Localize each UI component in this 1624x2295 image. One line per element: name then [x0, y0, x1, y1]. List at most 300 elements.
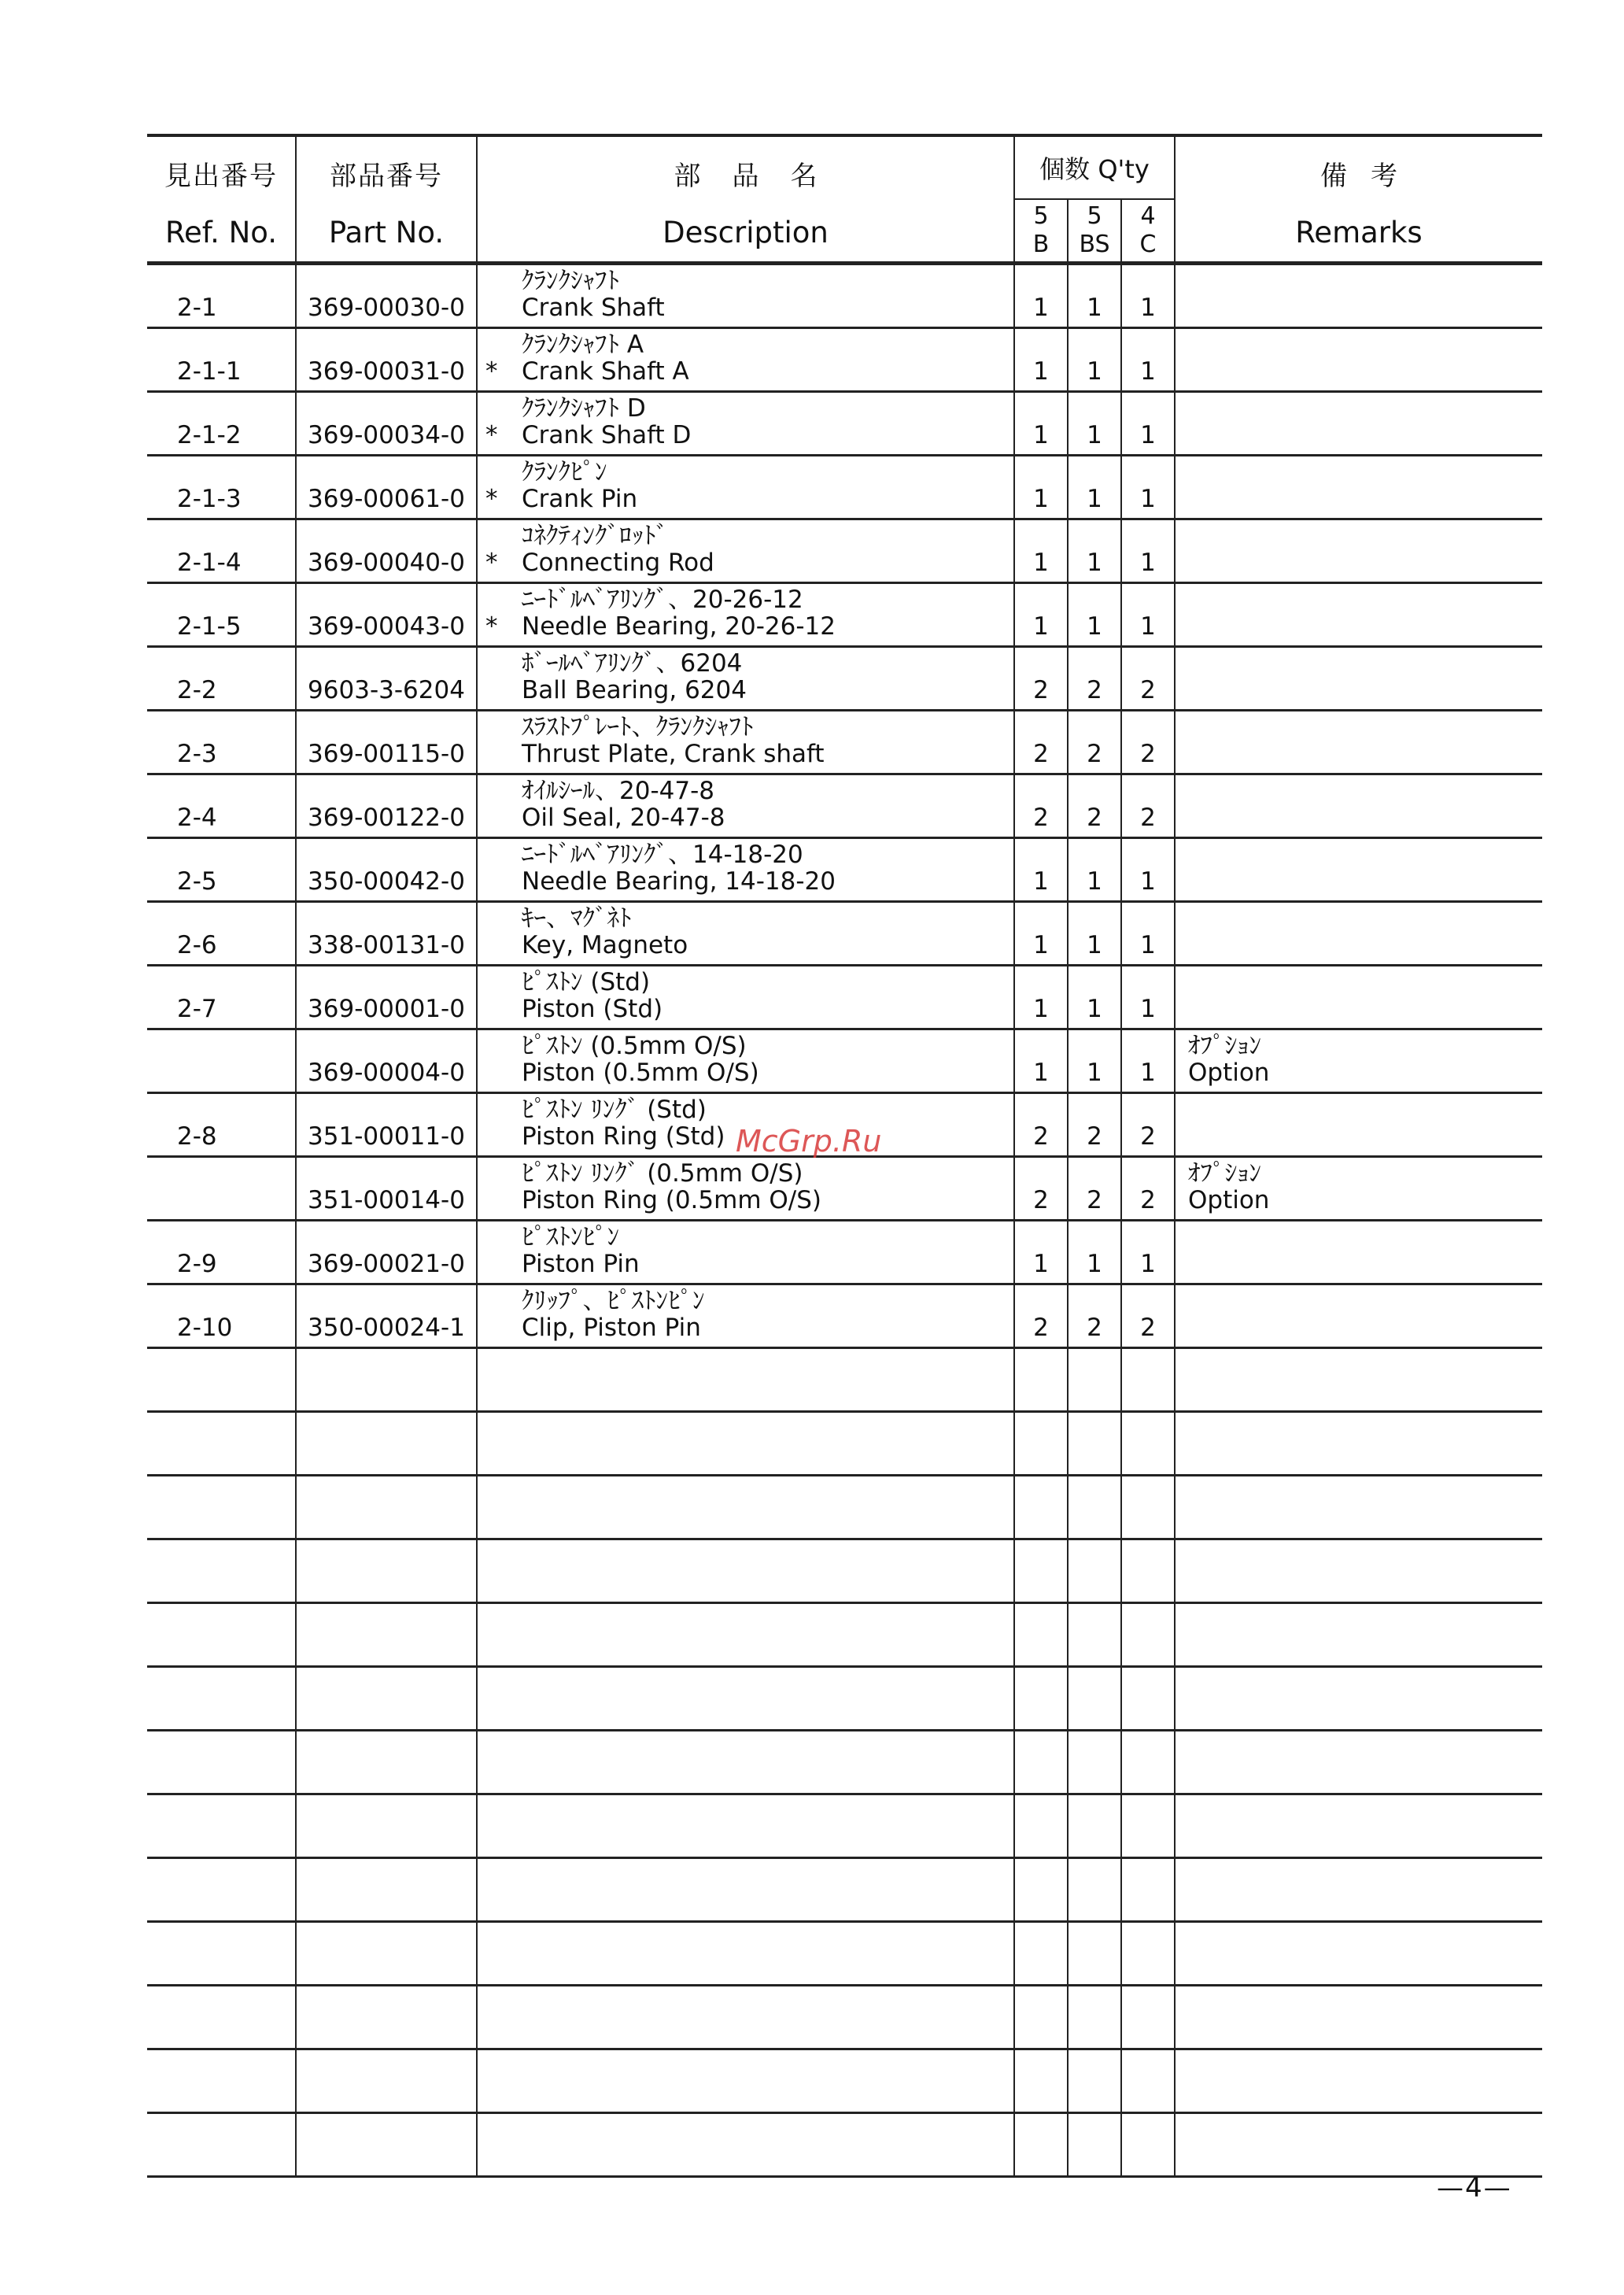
- qty-cell: [1121, 1029, 1175, 1093]
- asterisk-mark: *: [485, 421, 498, 449]
- empty-cell: [296, 1731, 477, 1794]
- qty-value: 1: [1033, 1059, 1049, 1087]
- qty-cell: [1121, 902, 1175, 966]
- description-en: Needle Bearing, 14-18-20: [522, 867, 836, 896]
- description-jp: ﾋﾟｽﾄﾝ ﾘﾝｸﾞ (0.5mm O/S): [522, 1159, 803, 1188]
- description-en: Piston Ring (Std): [522, 1122, 725, 1151]
- qty-value: 2: [1140, 804, 1156, 832]
- qty-value: 2: [1087, 1314, 1102, 1342]
- qty-value: 1: [1087, 549, 1102, 577]
- qty-value: 2: [1033, 1186, 1049, 1214]
- description-en: Piston (Std): [522, 995, 663, 1023]
- ref-number: 2-2: [177, 676, 217, 704]
- qty-cell: [1014, 1284, 1068, 1348]
- empty-cell: [1068, 1922, 1121, 1986]
- qty-value: 2: [1087, 676, 1102, 704]
- empty-table-row: [147, 1794, 1542, 1858]
- table-row: [147, 711, 1542, 774]
- remarks-cell: [1175, 647, 1542, 711]
- table-row: [147, 1029, 1542, 1093]
- part-number: 369-00122-0: [308, 804, 465, 832]
- empty-cell: [1175, 1348, 1542, 1412]
- ref-number: 2-10: [177, 1314, 233, 1342]
- empty-cell: [1068, 1476, 1121, 1539]
- ref-cell: [147, 1093, 296, 1157]
- watermark: McGrp.Ru: [736, 1124, 882, 1159]
- qty-value: 1: [1087, 612, 1102, 641]
- empty-cell: [1121, 2113, 1175, 2177]
- description-en: Thrust Plate, Crank shaft: [522, 740, 825, 768]
- empty-cell: [1068, 2113, 1121, 2177]
- part-number: 369-00001-0: [308, 995, 465, 1023]
- qty-cell: [1121, 328, 1175, 392]
- qty-cell: [1014, 1157, 1068, 1221]
- part-number: 369-00031-0: [308, 357, 465, 386]
- empty-cell: [1175, 1539, 1542, 1603]
- ref-cell: [147, 647, 296, 711]
- qty-cell: [1014, 902, 1068, 966]
- qty-value: 2: [1140, 740, 1156, 768]
- empty-cell: [1014, 1539, 1068, 1603]
- qty-value: 2: [1033, 676, 1049, 704]
- header-rem-jp: 備考: [1320, 161, 1421, 192]
- empty-table-row: [147, 1922, 1542, 1986]
- empty-cell: [1068, 2049, 1121, 2113]
- asterisk-mark: *: [485, 612, 498, 641]
- description-jp: ﾆｰﾄﾞﾙﾍﾞｱﾘﾝｸﾞ、20-26-12: [522, 586, 803, 614]
- empty-cell: [296, 1539, 477, 1603]
- qty-cell: [1014, 1029, 1068, 1093]
- description-en: Crank Shaft D: [522, 421, 692, 449]
- description-en: Piston (0.5mm O/S): [522, 1059, 759, 1087]
- qty-value: 2: [1087, 804, 1102, 832]
- part-cell: [296, 456, 477, 519]
- header-qty-4c: [1121, 199, 1175, 264]
- qty-value: 1: [1087, 931, 1102, 959]
- qty-value: 1: [1087, 294, 1102, 322]
- header-ref-jp: 見出番号: [164, 161, 278, 192]
- table-row: [147, 966, 1542, 1029]
- qty-value: 1: [1140, 294, 1156, 322]
- table-row: [147, 264, 1542, 328]
- ref-cell: [147, 392, 296, 456]
- qty-cell: [1014, 838, 1068, 902]
- empty-cell: [1121, 1731, 1175, 1794]
- part-cell: [296, 264, 477, 328]
- asterisk-mark: *: [485, 549, 498, 577]
- qty-value: 1: [1033, 867, 1049, 896]
- qty-value: 1: [1033, 421, 1049, 449]
- empty-table-row: [147, 1603, 1542, 1667]
- qty-col-label-line1: 5: [1087, 202, 1102, 230]
- ref-number: 2-8: [177, 1122, 217, 1151]
- qty-cell: [1014, 1221, 1068, 1284]
- description-jp: ｷｰ、ﾏｸﾞﾈﾄ: [522, 904, 632, 933]
- empty-cell: [1175, 1794, 1542, 1858]
- ref-cell: [147, 1221, 296, 1284]
- part-cell: [296, 838, 477, 902]
- remarks-cell: [1175, 519, 1542, 583]
- empty-cell: [1121, 1539, 1175, 1603]
- part-number: 9603-3-6204: [308, 676, 465, 704]
- remarks-cell: [1175, 456, 1542, 519]
- header-ref: [147, 135, 296, 264]
- empty-cell: [1068, 1986, 1121, 2049]
- qty-cell: [1121, 647, 1175, 711]
- part-cell: [296, 902, 477, 966]
- empty-cell: [1068, 1731, 1121, 1794]
- qty-cell: [1014, 583, 1068, 647]
- empty-cell: [147, 1412, 296, 1476]
- description-cell: [477, 902, 1014, 966]
- ref-cell: [147, 774, 296, 838]
- ref-number: 2-1-3: [177, 485, 242, 513]
- empty-table-row: [147, 1731, 1542, 1794]
- empty-cell: [147, 1922, 296, 1986]
- qty-value: 1: [1087, 1250, 1102, 1278]
- qty-cell: [1014, 711, 1068, 774]
- header-desc-en: Description: [663, 216, 829, 249]
- empty-cell: [1175, 1667, 1542, 1731]
- ref-number: 2-1: [177, 294, 217, 322]
- empty-cell: [1175, 1476, 1542, 1539]
- qty-value: 1: [1087, 357, 1102, 386]
- empty-cell: [477, 1858, 1014, 1922]
- table-body: [147, 264, 1542, 2177]
- empty-cell: [147, 1476, 296, 1539]
- empty-cell: [477, 1731, 1014, 1794]
- remarks-cell: [1175, 838, 1542, 902]
- qty-cell: [1121, 1157, 1175, 1221]
- description-cell: [477, 647, 1014, 711]
- remarks-cell: [1175, 966, 1542, 1029]
- empty-cell: [147, 1858, 296, 1922]
- description-en: Crank Pin: [522, 485, 638, 513]
- description-jp: ﾋﾟｽﾄﾝ (Std): [522, 968, 651, 996]
- description-jp: ｵｲﾙｼｰﾙ、20-47-8: [522, 777, 714, 805]
- qty-cell: [1121, 711, 1175, 774]
- description-en: Crank Shaft A: [522, 357, 689, 386]
- empty-cell: [296, 1412, 477, 1476]
- table-row: [147, 647, 1542, 711]
- table-row: [147, 583, 1542, 647]
- qty-value: 1: [1087, 867, 1102, 896]
- qty-col-label-line2: C: [1139, 231, 1157, 258]
- empty-cell: [1175, 1922, 1542, 1986]
- description-en: Piston Ring (0.5mm O/S): [522, 1186, 821, 1214]
- qty-value: 2: [1033, 804, 1049, 832]
- qty-value: 2: [1087, 740, 1102, 768]
- empty-cell: [147, 2113, 296, 2177]
- part-cell: [296, 328, 477, 392]
- qty-value: 2: [1033, 1314, 1049, 1342]
- qty-value: 2: [1140, 676, 1156, 704]
- table-header: [147, 135, 1542, 264]
- ref-cell: [147, 1284, 296, 1348]
- qty-value: 1: [1033, 357, 1049, 386]
- empty-cell: [1175, 2113, 1542, 2177]
- remarks-en: Option: [1188, 1059, 1270, 1087]
- ref-cell: [147, 1157, 296, 1221]
- empty-cell: [1068, 1667, 1121, 1731]
- description-cell: [477, 774, 1014, 838]
- empty-cell: [1014, 1858, 1068, 1922]
- qty-cell: [1014, 1093, 1068, 1157]
- qty-cell: [1121, 966, 1175, 1029]
- empty-cell: [147, 1794, 296, 1858]
- qty-value: 2: [1087, 1186, 1102, 1214]
- qty-cell: [1068, 264, 1121, 328]
- empty-cell: [477, 1986, 1014, 2049]
- description-jp: ｸﾘｯﾌﾟ、ﾋﾟｽﾄﾝﾋﾟﾝ: [522, 1287, 705, 1315]
- qty-value: 1: [1140, 549, 1156, 577]
- empty-cell: [1121, 2049, 1175, 2113]
- empty-table-row: [147, 2049, 1542, 2113]
- ref-number: 2-6: [177, 931, 217, 959]
- empty-cell: [1014, 1731, 1068, 1794]
- empty-cell: [147, 1731, 296, 1794]
- empty-cell: [1121, 1858, 1175, 1922]
- description-jp: ﾆｰﾄﾞﾙﾍﾞｱﾘﾝｸﾞ、14-18-20: [522, 841, 803, 869]
- ref-cell: [147, 583, 296, 647]
- header-part-en: Part No.: [328, 216, 445, 249]
- part-number: 369-00030-0: [308, 294, 465, 322]
- qty-value: 1: [1033, 485, 1049, 513]
- description-jp: ｺﾈｸﾃｨﾝｸﾞﾛｯﾄﾞ: [522, 522, 668, 550]
- empty-cell: [296, 1986, 477, 2049]
- empty-cell: [1121, 1794, 1175, 1858]
- qty-cell: [1121, 1221, 1175, 1284]
- empty-cell: [1068, 1348, 1121, 1412]
- qty-value: 2: [1140, 1122, 1156, 1151]
- description-en: Ball Bearing, 6204: [522, 676, 747, 704]
- header-desc-jp: 部品名: [674, 161, 849, 192]
- qty-value: 1: [1140, 995, 1156, 1023]
- remarks-cell: [1175, 1157, 1542, 1221]
- header-rem-en: Remarks: [1295, 216, 1423, 249]
- header-ref-en: Ref. No.: [164, 216, 278, 249]
- qty-cell: [1014, 392, 1068, 456]
- qty-cell: [1068, 1093, 1121, 1157]
- remarks-cell: [1175, 711, 1542, 774]
- qty-cell: [1014, 456, 1068, 519]
- description-cell: [477, 1221, 1014, 1284]
- ref-number: 2-7: [177, 995, 217, 1023]
- qty-cell: [1068, 902, 1121, 966]
- empty-cell: [296, 1794, 477, 1858]
- empty-cell: [477, 1922, 1014, 1986]
- remarks-cell: [1175, 1029, 1542, 1093]
- ref-cell: [147, 966, 296, 1029]
- ref-cell: [147, 711, 296, 774]
- empty-cell: [296, 1667, 477, 1731]
- empty-cell: [1121, 1986, 1175, 2049]
- empty-cell: [1014, 1348, 1068, 1412]
- remarks-cell: [1175, 1284, 1542, 1348]
- empty-table-row: [147, 1986, 1542, 2049]
- empty-cell: [1068, 1858, 1121, 1922]
- header-remarks: [1175, 135, 1542, 264]
- qty-col-label-line1: 5: [1033, 202, 1049, 230]
- description-cell: [477, 966, 1014, 1029]
- empty-cell: [1014, 1986, 1068, 2049]
- qty-cell: [1068, 774, 1121, 838]
- description-cell: [477, 1284, 1014, 1348]
- qty-col-label-line2: BS: [1079, 231, 1110, 258]
- empty-cell: [1014, 1922, 1068, 1986]
- empty-cell: [1121, 1412, 1175, 1476]
- empty-table-row: [147, 1348, 1542, 1412]
- empty-cell: [296, 2113, 477, 2177]
- ref-number: 2-1-5: [177, 612, 242, 641]
- description-cell: [477, 1157, 1014, 1221]
- empty-cell: [1121, 1667, 1175, 1731]
- qty-cell: [1068, 647, 1121, 711]
- part-number: 369-00021-0: [308, 1250, 465, 1278]
- empty-cell: [1068, 1603, 1121, 1667]
- description-jp: ｸﾗﾝｸｼｬﾌﾄ: [522, 267, 619, 295]
- remarks-cell: [1175, 774, 1542, 838]
- qty-cell: [1121, 392, 1175, 456]
- table-row: [147, 1157, 1542, 1221]
- empty-cell: [1014, 1476, 1068, 1539]
- qty-cell: [1068, 966, 1121, 1029]
- description-cell: [477, 519, 1014, 583]
- qty-cell: [1068, 838, 1121, 902]
- empty-cell: [1014, 1603, 1068, 1667]
- qty-value: 1: [1087, 1059, 1102, 1087]
- header-qty-5bs: [1068, 199, 1121, 264]
- remarks-jp: ｵﾌﾟｼｮﾝ: [1188, 1159, 1261, 1188]
- description-cell: [477, 711, 1014, 774]
- empty-cell: [296, 1922, 477, 1986]
- qty-cell: [1068, 1029, 1121, 1093]
- page-number: —4—: [1437, 2172, 1512, 2204]
- qty-value: 1: [1140, 931, 1156, 959]
- empty-cell: [477, 1412, 1014, 1476]
- asterisk-mark: *: [485, 485, 498, 513]
- empty-cell: [1121, 1348, 1175, 1412]
- empty-cell: [147, 2049, 296, 2113]
- ref-number: 2-1-2: [177, 421, 242, 449]
- qty-value: 1: [1140, 867, 1156, 896]
- qty-cell: [1121, 774, 1175, 838]
- empty-table-row: [147, 1539, 1542, 1603]
- description-cell: [477, 838, 1014, 902]
- description-en: Clip, Piston Pin: [522, 1314, 701, 1342]
- ref-number: 2-1-1: [177, 357, 242, 386]
- part-number: 351-00011-0: [308, 1122, 465, 1151]
- qty-value: 1: [1087, 485, 1102, 513]
- qty-value: 1: [1033, 549, 1049, 577]
- qty-cell: [1121, 519, 1175, 583]
- ref-cell: [147, 328, 296, 392]
- empty-cell: [1175, 2049, 1542, 2113]
- empty-table-row: [147, 1476, 1542, 1539]
- qty-cell: [1068, 392, 1121, 456]
- empty-cell: [147, 1986, 296, 2049]
- remarks-cell: [1175, 264, 1542, 328]
- header-part: [296, 135, 477, 264]
- table-row: [147, 902, 1542, 966]
- qty-value: 1: [1033, 612, 1049, 641]
- empty-cell: [296, 1603, 477, 1667]
- asterisk-mark: *: [485, 357, 498, 386]
- ref-number: 2-9: [177, 1250, 217, 1278]
- empty-cell: [477, 1476, 1014, 1539]
- empty-cell: [477, 1794, 1014, 1858]
- part-number: 369-00034-0: [308, 421, 465, 449]
- qty-cell: [1121, 456, 1175, 519]
- qty-value: 1: [1033, 995, 1049, 1023]
- part-cell: [296, 1029, 477, 1093]
- part-number: 338-00131-0: [308, 931, 465, 959]
- description-jp: ﾋﾟｽﾄﾝ (0.5mm O/S): [522, 1032, 747, 1060]
- empty-cell: [1014, 2113, 1068, 2177]
- description-jp: ｸﾗﾝｸﾋﾟﾝ: [522, 458, 607, 486]
- ref-number: 2-1-4: [177, 549, 242, 577]
- empty-cell: [477, 1667, 1014, 1731]
- description-en: Crank Shaft: [522, 294, 665, 322]
- description-en: Connecting Rod: [522, 549, 714, 577]
- part-cell: [296, 1221, 477, 1284]
- part-number: 369-00115-0: [308, 740, 465, 768]
- qty-cell: [1068, 583, 1121, 647]
- qty-cell: [1014, 966, 1068, 1029]
- empty-cell: [147, 1667, 296, 1731]
- header-qty-5b: [1014, 199, 1068, 264]
- qty-cell: [1014, 647, 1068, 711]
- qty-value: 2: [1033, 1122, 1049, 1151]
- part-number: 369-00040-0: [308, 549, 465, 577]
- part-cell: [296, 1284, 477, 1348]
- table-row: [147, 838, 1542, 902]
- empty-cell: [477, 1603, 1014, 1667]
- description-cell: [477, 328, 1014, 392]
- description-en: Needle Bearing, 20-26-12: [522, 612, 836, 641]
- qty-value: 2: [1140, 1186, 1156, 1214]
- qty-value: 1: [1140, 485, 1156, 513]
- ref-number: 2-4: [177, 804, 217, 832]
- empty-cell: [1014, 1794, 1068, 1858]
- description-jp: ﾎﾞｰﾙﾍﾞｱﾘﾝｸﾞ、6204: [522, 649, 743, 678]
- qty-value: 2: [1033, 740, 1049, 768]
- part-number: 369-00043-0: [308, 612, 465, 641]
- ref-cell: [147, 902, 296, 966]
- empty-cell: [296, 1858, 477, 1922]
- qty-value: 2: [1140, 1314, 1156, 1342]
- part-number: 350-00042-0: [308, 867, 465, 896]
- empty-cell: [1175, 1731, 1542, 1794]
- qty-value: 1: [1033, 931, 1049, 959]
- remarks-cell: [1175, 902, 1542, 966]
- empty-table-row: [147, 1412, 1542, 1476]
- empty-cell: [296, 1476, 477, 1539]
- empty-cell: [1175, 1858, 1542, 1922]
- qty-cell: [1068, 1157, 1121, 1221]
- table-row: [147, 392, 1542, 456]
- header-part-jp: 部品番号: [330, 161, 443, 192]
- description-jp: ﾋﾟｽﾄﾝﾋﾟﾝ: [522, 1223, 619, 1251]
- empty-table-row: [147, 1858, 1542, 1922]
- remarks-cell: [1175, 392, 1542, 456]
- empty-cell: [477, 1348, 1014, 1412]
- remarks-cell: [1175, 1093, 1542, 1157]
- empty-cell: [477, 2113, 1014, 2177]
- ref-cell: [147, 838, 296, 902]
- remarks-cell: [1175, 1221, 1542, 1284]
- header-qty: 個数 Q'ty: [1014, 135, 1175, 199]
